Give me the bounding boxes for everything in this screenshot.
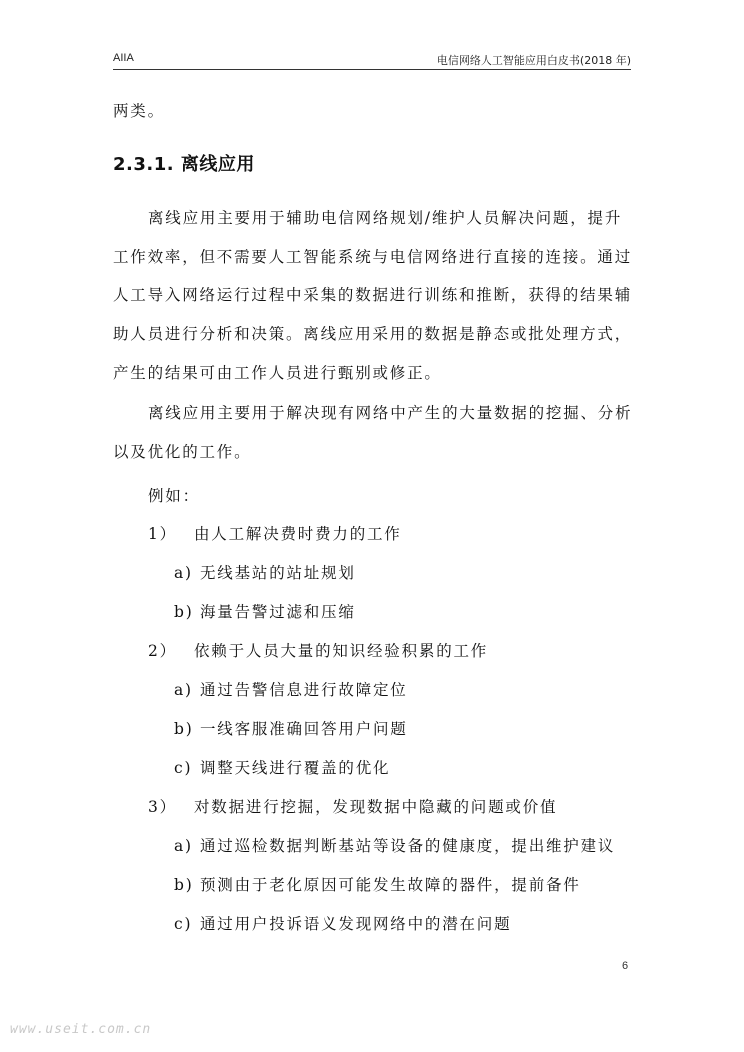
list-item [148,522,402,544]
sub-list-item [174,600,356,622]
intro-text: 两类。 [113,102,165,120]
sub-item-text: 预测由于老化原因可能发生故障的器件，提前备件 [200,876,581,894]
list-item [148,639,488,661]
list-item-number: 3） [148,798,177,816]
section-title: 2.3.1. 离线应用 [113,154,255,175]
intro-fragment [113,92,633,131]
header-divider [113,69,631,70]
sub-item-number: a) [174,564,193,582]
list-item-text: 对数据进行挖掘，发现数据中隐藏的问题或价值 [194,798,558,816]
sub-item-text: 通过告警信息进行故障定位 [200,681,408,699]
sub-item-number: a) [174,681,193,699]
paragraph-text: 离线应用主要用于解决现有网络中产生的大量数据的挖掘、分析以及优化的工作。 [113,404,633,461]
sub-item-number: b) [174,603,194,621]
sub-item-number: b) [174,720,194,738]
paragraph-2 [113,394,633,471]
list-item-number: 2） [148,642,177,660]
example-label: 例如： [148,487,200,505]
sub-list-item [174,717,408,739]
list-item-text: 依赖于人员大量的知识经验积累的工作 [194,642,489,660]
header-doc-title: 电信网络人工智能应用白皮书(2018 年) [436,54,631,67]
sub-list-item [174,756,390,778]
paragraph-1 [113,199,633,393]
sub-item-text: 无线基站的站址规划 [200,564,356,582]
sub-item-number: c) [174,915,193,933]
paragraph-text: 离线应用主要用于辅助电信网络规划/维护人员解决问题，提升工作效率，但不需要人工智能系统与电信网络进行直接的连接。通过人工导入网络运行过程中采集的数据进行训练和推断，获得的结果辅助人员进行分析和决策。离线应用采用的数据是静态或批处理方式，产生的结果可由工作人员进行甄别或修正。 [113,209,633,382]
page-number: 6 [622,960,629,972]
sub-item-number: c) [174,759,193,777]
watermark: www.useit.com.cn [10,1022,152,1037]
sub-item-text: 通过用户投诉语义发现网络中的潜在问题 [200,915,512,933]
sub-list-item [174,678,408,700]
list-item [148,795,557,817]
sub-list-item [174,834,615,856]
sub-item-text: 一线客服准确回答用户问题 [200,720,408,738]
list-item-text: 由人工解决费时费力的工作 [194,525,402,543]
sub-item-text: 调整天线进行覆盖的优化 [200,759,391,777]
sub-item-number: a) [174,837,193,855]
sub-item-text: 通过巡检数据判断基站等设备的健康度，提出维护建议 [200,837,616,855]
list-item-number: 1） [148,525,177,543]
sub-item-text: 海量告警过滤和压缩 [200,603,356,621]
sub-list-item [174,873,581,895]
header-org: AIIA [113,52,134,64]
sub-list-item [174,912,511,934]
sub-item-number: b) [174,876,194,894]
sub-list-item [174,561,356,583]
